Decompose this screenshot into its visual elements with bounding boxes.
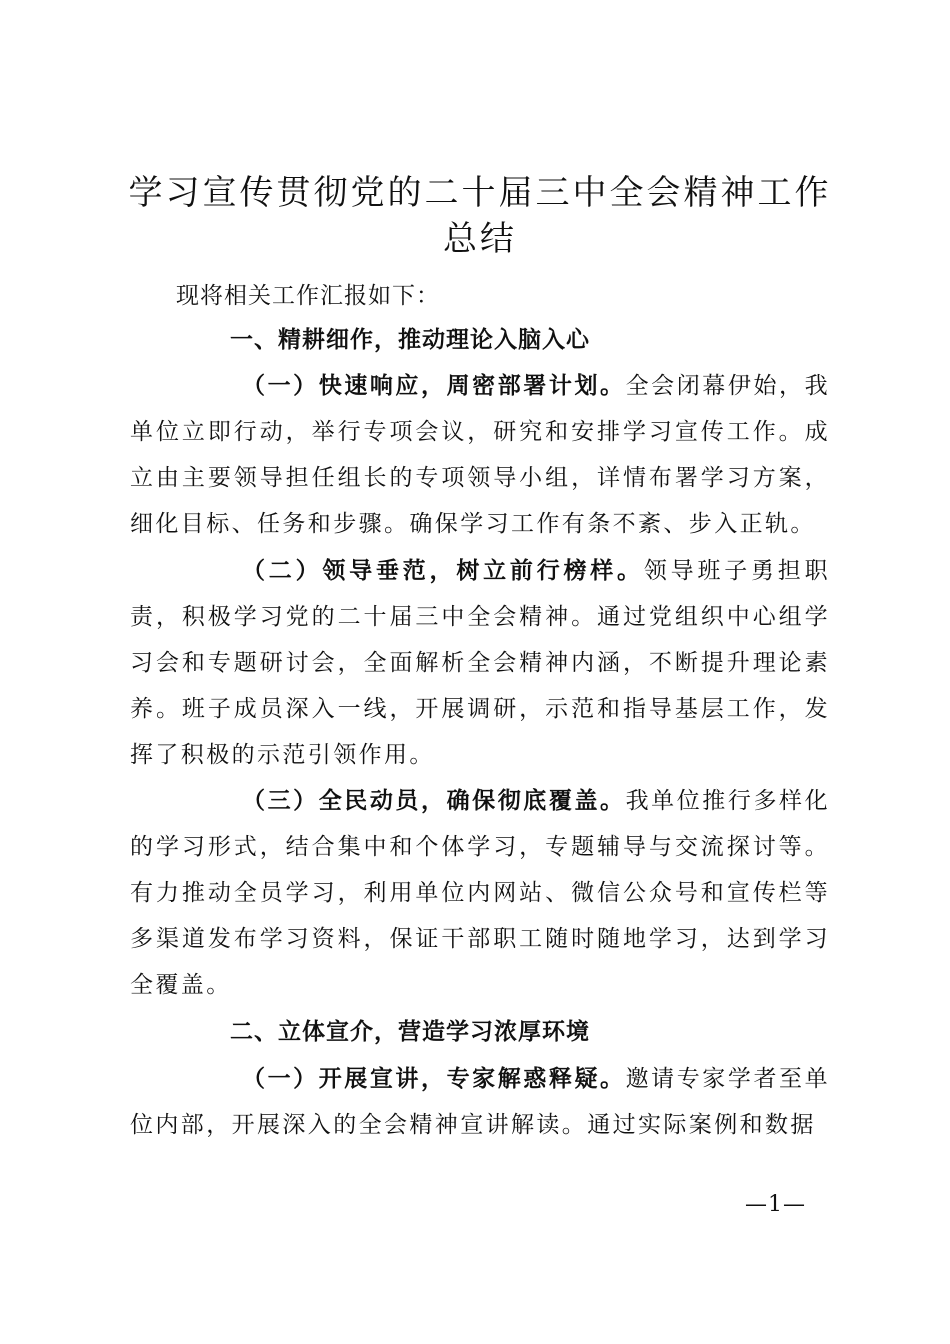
paragraph-lead: （一）快速响应，周密部署计划。 (242, 372, 626, 399)
paragraph-body: 全会闭幕伊始，我单位立即行动，举行专项会议，研究和安排学习宣传工作。成立由主要领导担任组长的专项领导小组，详情布署学习方案，细化目标、任务和步骤。确保学习工作有条不紊、步入正轨。 (130, 373, 831, 537)
section-heading-1: 一、精耕细作，推动理论入脑入心 (230, 327, 590, 353)
document-title: 学习宣传贯彻党的二十届三中全会精神工作总结 (128, 173, 832, 259)
paragraph-1-1 (130, 363, 830, 547)
paragraph-lead: （一）开展宣讲，专家解惑释疑。 (242, 1065, 626, 1092)
paragraph-lead: （二）领导垂范，树立前行榜样。 (242, 557, 644, 584)
paragraph-body: 我单位推行多样化的学习形式，结合集中和个体学习，专题辅导与交流探讨等。有力推动全员学习，利用单位内网站、微信公众号和宣传栏等多渠道发布学习资料，保证干部职工随时随地学习，达到学习全覆盖。 (130, 788, 831, 998)
paragraph-1-2 (130, 548, 830, 778)
paragraph-1-3 (130, 778, 830, 1008)
paragraph-lead: （三）全民动员，确保彻底覆盖。 (242, 787, 626, 814)
paragraph-body: 邀请专家学者至单位内部，开展深入的全会精神宣讲解读。通过实际案例和数据 (130, 1066, 831, 1138)
paragraph-2-1 (130, 1056, 830, 1148)
intro-text: 现将相关工作汇报如下： (176, 283, 440, 309)
page-number: —1— (745, 1192, 806, 1217)
section-heading-2: 二、立体宣介，营造学习浓厚环境 (230, 1019, 590, 1045)
paragraph-body: 领导班子勇担职责，积极学习党的二十届三中全会精神。通过党组织中心组学习会和专题研讨会，全面解析全会精神内涵，不断提升理论素养。班子成员深入一线，开展调研，示范和指导基层工作，发挥了积极的示范引领作用。 (130, 558, 830, 768)
